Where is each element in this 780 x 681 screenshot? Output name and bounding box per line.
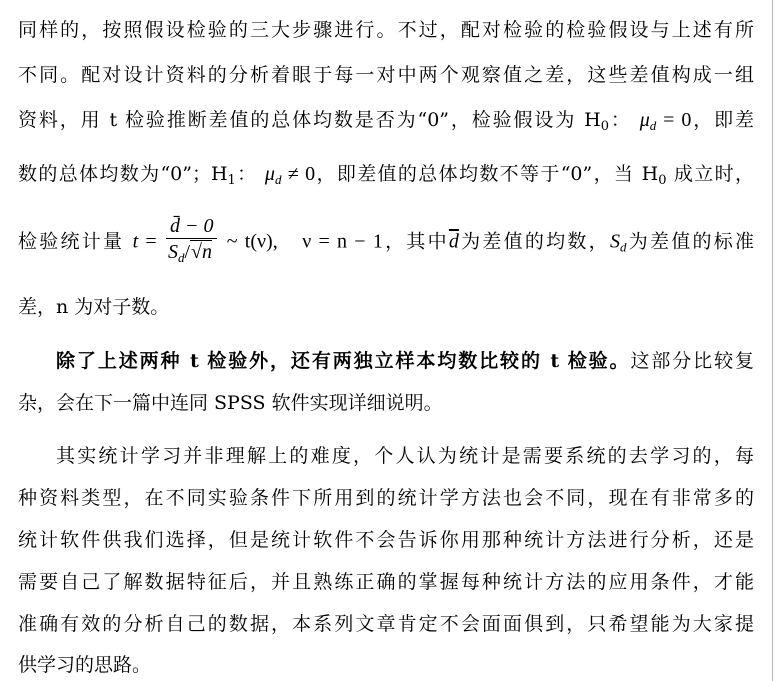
text-run: ，其中 bbox=[382, 230, 449, 253]
text-run: 这部分比较复 bbox=[630, 350, 754, 372]
text-run: ，即差值的总体均数不等于“0”，当 H bbox=[315, 163, 659, 185]
text-run: 资料，用 t 检验推断差值的总体均数是否为“0”，检验假设为 H bbox=[18, 109, 601, 131]
text-run: 成立时， bbox=[666, 163, 754, 185]
text-run: 检验统计量 bbox=[18, 230, 133, 253]
math-subscript: d bbox=[619, 239, 627, 255]
text-line-5-formula bbox=[18, 214, 754, 270]
math-S: S bbox=[609, 230, 620, 253]
text-run: 为差值的标准 bbox=[626, 230, 754, 253]
math-subscript: d bbox=[177, 250, 185, 265]
fraction bbox=[166, 214, 218, 271]
paragraph-3-line-2: 种资料类型，在不同实验条件下所用到的统计学方法也会不同，现在有非常多的 bbox=[18, 487, 754, 509]
fraction-denominator bbox=[166, 239, 218, 271]
math-equals: = 0 bbox=[656, 109, 692, 131]
text-run: 为差值的均数， bbox=[458, 230, 610, 253]
paragraph-3-line-4: 需要自己了解数据特征后，并且熟练正确的掌握每种统计方法的应用条件，才能 bbox=[18, 571, 754, 593]
math-distribution: ~ t(ν), ν = n − 1 bbox=[219, 230, 383, 253]
math-S: S bbox=[167, 241, 178, 263]
text-line-6: 差，n 为对子数。 bbox=[18, 296, 170, 318]
text-run: 数的总体均数为“0”；H bbox=[18, 163, 228, 185]
bold-sentence: 除了上述两种 t 检验外，还有两独立样本均数比较的 t 检验。 bbox=[56, 350, 631, 372]
paragraph-3-line-1: 其实统计学习并非理解上的难度，个人认为统计是需要系统的去学习的，每 bbox=[56, 445, 754, 467]
text-run: ，即差 bbox=[691, 109, 754, 131]
math-not-equal: ≠ 0 bbox=[281, 163, 316, 185]
math-subscript: d bbox=[274, 172, 282, 187]
paragraph-3-line-6: 供学习的思路。 bbox=[18, 654, 152, 676]
math-subscript: d bbox=[649, 118, 657, 133]
paragraph-3-line-3: 统计软件供我们选择，但是统计软件不会告诉你用那种统计方法进行分析，还是 bbox=[18, 529, 754, 551]
fraction-numerator: d̄ − 0 bbox=[169, 215, 214, 237]
paragraph-2-line-1 bbox=[56, 348, 754, 374]
math-mu: μ bbox=[639, 109, 650, 131]
text-run: ： bbox=[609, 109, 632, 131]
math-equals: = bbox=[138, 230, 164, 253]
paragraph-3-line-5: 准确有效的分析自己的数据，本系列文章肯定不会面面俱到，只希望能为大家提 bbox=[18, 613, 754, 635]
text-line-1: 同样的，按照假设检验的三大步骤进行。不过，配对检验的检验假设与上述有所 bbox=[18, 19, 754, 41]
text-run: ： bbox=[235, 163, 258, 185]
subscript: 1 bbox=[227, 173, 236, 188]
text-line-4 bbox=[18, 161, 754, 194]
math-mu: μ bbox=[264, 163, 275, 185]
text-line-3 bbox=[18, 107, 754, 140]
math-t: t bbox=[132, 230, 139, 253]
paragraph-2-line-2: 杂，会在下一篇中连同 SPSS 软件实现详细说明。 bbox=[18, 392, 443, 414]
text-line-2: 不同。配对设计资料的分析着眼于每一对中两个观察值之差，这些差值构成一组 bbox=[18, 64, 754, 86]
math-dbar: $\overline{d}$ bbox=[448, 230, 459, 253]
subscript: 0 bbox=[658, 173, 667, 188]
math-sqrt: √n bbox=[191, 241, 212, 263]
subscript: 0 bbox=[600, 119, 609, 134]
page-edge-line bbox=[772, 0, 773, 681]
slash: / bbox=[184, 241, 191, 263]
